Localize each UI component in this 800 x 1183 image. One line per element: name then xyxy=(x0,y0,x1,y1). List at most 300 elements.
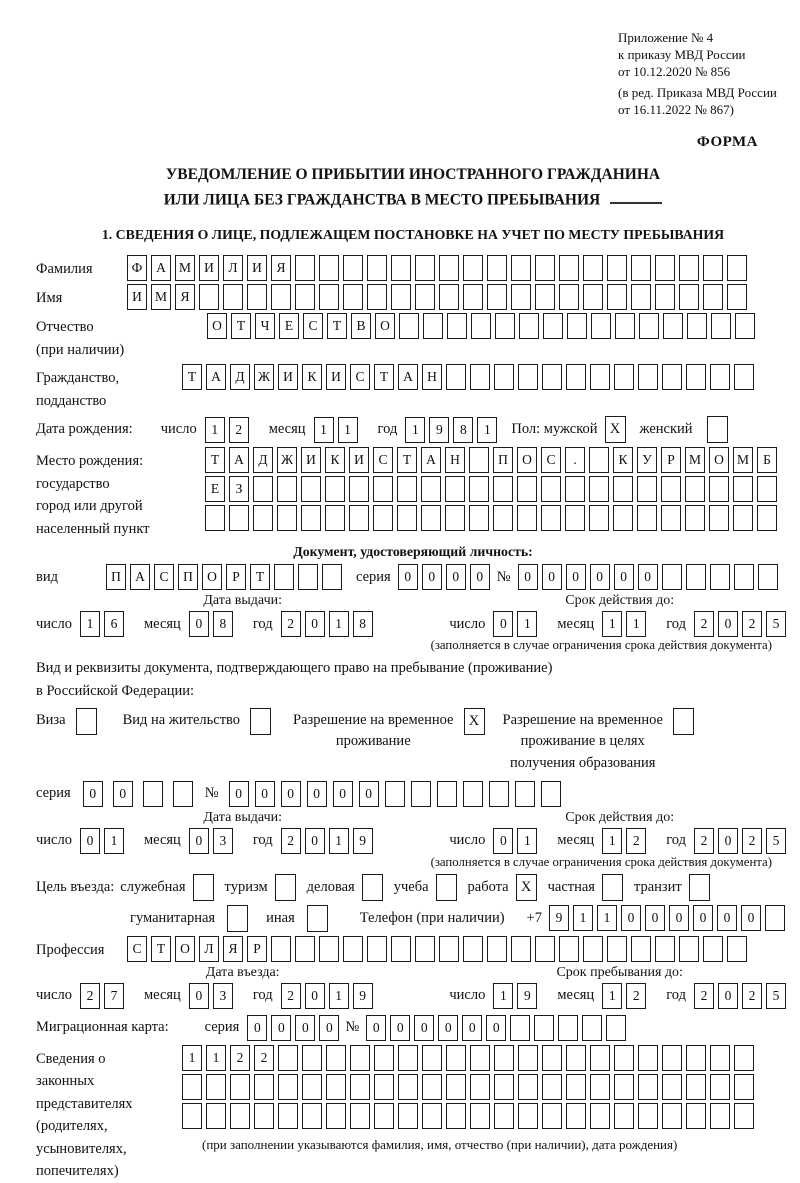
char-box[interactable] xyxy=(511,284,531,310)
char-box[interactable] xyxy=(662,1074,682,1100)
char-box[interactable]: Е xyxy=(279,313,299,339)
char-box[interactable]: 1 xyxy=(602,828,622,854)
purpose-gumanitarnaya-checkbox[interactable] xyxy=(227,905,248,932)
char-box[interactable] xyxy=(295,936,315,962)
char-box[interactable]: 2 xyxy=(281,983,301,1009)
char-box[interactable] xyxy=(606,1015,626,1041)
char-box[interactable]: К xyxy=(325,447,345,473)
char-box[interactable] xyxy=(326,1074,346,1100)
char-box[interactable]: 3 xyxy=(213,983,233,1009)
char-box[interactable] xyxy=(679,936,699,962)
char-box[interactable] xyxy=(422,1103,442,1129)
char-box[interactable]: 2 xyxy=(626,983,646,1009)
char-box[interactable]: Р xyxy=(247,936,267,962)
char-box[interactable]: С xyxy=(127,936,147,962)
char-box[interactable] xyxy=(469,505,489,531)
char-box[interactable] xyxy=(638,1074,658,1100)
char-box[interactable]: 7 xyxy=(104,983,124,1009)
char-box[interactable]: 0 xyxy=(669,905,689,931)
char-box[interactable] xyxy=(591,313,611,339)
char-box[interactable] xyxy=(518,1103,538,1129)
char-box[interactable]: 0 xyxy=(414,1015,434,1041)
char-box[interactable]: А xyxy=(421,447,441,473)
char-box[interactable]: Т xyxy=(374,364,394,390)
char-box[interactable] xyxy=(349,476,369,502)
char-box[interactable]: П xyxy=(106,564,126,590)
char-box[interactable] xyxy=(686,1074,706,1100)
char-box[interactable]: У xyxy=(637,447,657,473)
char-box[interactable] xyxy=(470,364,490,390)
char-box[interactable] xyxy=(469,476,489,502)
char-box[interactable]: И xyxy=(199,255,219,281)
char-box[interactable] xyxy=(301,476,321,502)
char-box[interactable] xyxy=(662,564,682,590)
char-box[interactable] xyxy=(253,476,273,502)
char-box[interactable]: 0 xyxy=(229,781,249,807)
char-box[interactable] xyxy=(515,781,535,807)
char-box[interactable] xyxy=(558,1015,578,1041)
char-box[interactable]: Е xyxy=(205,476,225,502)
char-box[interactable] xyxy=(710,1045,730,1071)
char-box[interactable]: 0 xyxy=(638,564,658,590)
char-box[interactable]: И xyxy=(278,364,298,390)
char-box[interactable]: О xyxy=(207,313,227,339)
char-box[interactable] xyxy=(631,936,651,962)
sex-male-checkbox[interactable]: X xyxy=(605,416,626,443)
char-box[interactable]: 2 xyxy=(230,1045,250,1071)
char-box[interactable] xyxy=(655,936,675,962)
char-box[interactable] xyxy=(566,1103,586,1129)
char-box[interactable] xyxy=(298,564,318,590)
char-box[interactable] xyxy=(518,1074,538,1100)
purpose-delovaya-checkbox[interactable] xyxy=(362,874,383,901)
residence-permit-checkbox[interactable] xyxy=(250,708,271,735)
char-box[interactable] xyxy=(302,1045,322,1071)
char-box[interactable] xyxy=(494,1074,514,1100)
char-box[interactable] xyxy=(326,1045,346,1071)
char-box[interactable]: 0 xyxy=(83,781,103,807)
char-box[interactable]: И xyxy=(301,447,321,473)
char-box[interactable] xyxy=(758,564,778,590)
char-box[interactable] xyxy=(589,505,609,531)
char-box[interactable] xyxy=(254,1074,274,1100)
char-box[interactable] xyxy=(487,284,507,310)
char-box[interactable] xyxy=(397,476,417,502)
char-box[interactable] xyxy=(367,255,387,281)
char-box[interactable]: Д xyxy=(230,364,250,390)
purpose-ucheba-checkbox[interactable] xyxy=(436,874,457,901)
char-box[interactable] xyxy=(590,1074,610,1100)
char-box[interactable] xyxy=(518,364,538,390)
visa-checkbox[interactable] xyxy=(76,708,97,735)
char-box[interactable]: 0 xyxy=(693,905,713,931)
char-box[interactable] xyxy=(535,936,555,962)
char-box[interactable] xyxy=(710,1074,730,1100)
char-box[interactable] xyxy=(614,1103,634,1129)
char-box[interactable] xyxy=(566,1045,586,1071)
char-box[interactable] xyxy=(463,255,483,281)
char-box[interactable]: 2 xyxy=(742,611,762,637)
char-box[interactable]: 1 xyxy=(405,417,425,443)
char-box[interactable]: И xyxy=(326,364,346,390)
char-box[interactable] xyxy=(205,505,225,531)
char-box[interactable]: 0 xyxy=(446,564,466,590)
char-box[interactable] xyxy=(511,936,531,962)
char-box[interactable]: 0 xyxy=(717,905,737,931)
char-box[interactable] xyxy=(542,1074,562,1100)
char-box[interactable] xyxy=(423,313,443,339)
char-box[interactable] xyxy=(638,364,658,390)
char-box[interactable] xyxy=(662,1045,682,1071)
char-box[interactable]: Т xyxy=(327,313,347,339)
char-box[interactable] xyxy=(662,1103,682,1129)
char-box[interactable] xyxy=(541,781,561,807)
char-box[interactable]: 0 xyxy=(398,564,418,590)
char-box[interactable] xyxy=(614,1045,634,1071)
char-box[interactable] xyxy=(391,936,411,962)
char-box[interactable] xyxy=(734,1074,754,1100)
char-box[interactable]: . xyxy=(565,447,585,473)
char-box[interactable]: 0 xyxy=(113,781,133,807)
char-box[interactable] xyxy=(447,313,467,339)
char-box[interactable] xyxy=(350,1074,370,1100)
char-box[interactable] xyxy=(422,1045,442,1071)
char-box[interactable] xyxy=(638,1045,658,1071)
char-box[interactable] xyxy=(686,1045,706,1071)
char-box[interactable] xyxy=(230,1074,250,1100)
char-box[interactable]: 2 xyxy=(281,828,301,854)
char-box[interactable] xyxy=(661,505,681,531)
char-box[interactable]: Д xyxy=(253,447,273,473)
char-box[interactable]: П xyxy=(178,564,198,590)
char-box[interactable] xyxy=(439,284,459,310)
char-box[interactable]: 1 xyxy=(493,983,513,1009)
char-box[interactable] xyxy=(519,313,539,339)
char-box[interactable] xyxy=(173,781,193,807)
char-box[interactable]: 0 xyxy=(422,564,442,590)
char-box[interactable] xyxy=(710,364,730,390)
char-box[interactable] xyxy=(494,364,514,390)
char-box[interactable] xyxy=(373,505,393,531)
char-box[interactable]: Ч xyxy=(255,313,275,339)
char-box[interactable]: 6 xyxy=(104,611,124,637)
char-box[interactable] xyxy=(411,781,431,807)
char-box[interactable]: 2 xyxy=(742,983,762,1009)
purpose-inaya-checkbox[interactable] xyxy=(307,905,328,932)
char-box[interactable] xyxy=(566,364,586,390)
char-box[interactable] xyxy=(583,284,603,310)
char-box[interactable]: Л xyxy=(199,936,219,962)
char-box[interactable]: 0 xyxy=(305,611,325,637)
char-box[interactable]: 0 xyxy=(518,564,538,590)
char-box[interactable] xyxy=(686,1103,706,1129)
char-box[interactable] xyxy=(565,476,585,502)
char-box[interactable] xyxy=(734,564,754,590)
char-box[interactable] xyxy=(709,476,729,502)
char-box[interactable] xyxy=(590,1045,610,1071)
char-box[interactable] xyxy=(493,505,513,531)
char-box[interactable] xyxy=(566,1074,586,1100)
purpose-sluzhebnaya-checkbox[interactable] xyxy=(193,874,214,901)
char-box[interactable]: 0 xyxy=(542,564,562,590)
char-box[interactable]: 1 xyxy=(517,828,537,854)
char-box[interactable]: 0 xyxy=(470,564,490,590)
char-box[interactable] xyxy=(247,284,267,310)
char-box[interactable] xyxy=(350,1103,370,1129)
char-box[interactable] xyxy=(613,505,633,531)
char-box[interactable]: М xyxy=(151,284,171,310)
char-box[interactable] xyxy=(415,255,435,281)
char-box[interactable] xyxy=(631,284,651,310)
char-box[interactable] xyxy=(278,1074,298,1100)
char-box[interactable] xyxy=(710,564,730,590)
char-box[interactable]: 0 xyxy=(718,983,738,1009)
char-box[interactable]: М xyxy=(733,447,753,473)
char-box[interactable]: В xyxy=(351,313,371,339)
char-box[interactable] xyxy=(709,505,729,531)
char-box[interactable]: А xyxy=(398,364,418,390)
char-box[interactable] xyxy=(302,1074,322,1100)
char-box[interactable] xyxy=(206,1103,226,1129)
char-box[interactable]: 0 xyxy=(390,1015,410,1041)
char-box[interactable]: 0 xyxy=(305,828,325,854)
char-box[interactable]: 2 xyxy=(626,828,646,854)
char-box[interactable] xyxy=(397,505,417,531)
char-box[interactable]: 0 xyxy=(189,983,209,1009)
char-box[interactable] xyxy=(367,284,387,310)
char-box[interactable]: Н xyxy=(445,447,465,473)
char-box[interactable] xyxy=(374,1045,394,1071)
char-box[interactable] xyxy=(686,564,706,590)
char-box[interactable] xyxy=(703,936,723,962)
char-box[interactable]: Р xyxy=(226,564,246,590)
char-box[interactable]: 1 xyxy=(329,611,349,637)
char-box[interactable] xyxy=(686,364,706,390)
char-box[interactable]: 1 xyxy=(329,828,349,854)
char-box[interactable]: А xyxy=(151,255,171,281)
char-box[interactable]: 1 xyxy=(205,417,225,443)
char-box[interactable] xyxy=(734,1103,754,1129)
char-box[interactable] xyxy=(445,505,465,531)
char-box[interactable]: А xyxy=(229,447,249,473)
char-box[interactable]: Р xyxy=(661,447,681,473)
purpose-tranzit-checkbox[interactable] xyxy=(689,874,710,901)
temp-residence-checkbox[interactable]: X xyxy=(464,708,485,735)
char-box[interactable]: 5 xyxy=(766,983,786,1009)
char-box[interactable]: С xyxy=(541,447,561,473)
char-box[interactable] xyxy=(727,255,747,281)
char-box[interactable]: О xyxy=(202,564,222,590)
char-box[interactable]: 2 xyxy=(694,983,714,1009)
char-box[interactable]: Я xyxy=(271,255,291,281)
char-box[interactable] xyxy=(277,476,297,502)
char-box[interactable] xyxy=(679,255,699,281)
char-box[interactable]: Ж xyxy=(277,447,297,473)
char-box[interactable]: 9 xyxy=(429,417,449,443)
char-box[interactable] xyxy=(710,1103,730,1129)
char-box[interactable] xyxy=(631,255,651,281)
char-box[interactable]: 2 xyxy=(80,983,100,1009)
char-box[interactable]: О xyxy=(709,447,729,473)
char-box[interactable] xyxy=(349,505,369,531)
char-box[interactable] xyxy=(703,284,723,310)
char-box[interactable]: Б xyxy=(757,447,777,473)
char-box[interactable] xyxy=(559,255,579,281)
char-box[interactable]: 0 xyxy=(189,611,209,637)
char-box[interactable]: К xyxy=(613,447,633,473)
char-box[interactable]: О xyxy=(175,936,195,962)
char-box[interactable]: И xyxy=(247,255,267,281)
char-box[interactable] xyxy=(535,284,555,310)
char-box[interactable] xyxy=(679,284,699,310)
temp-residence-education-checkbox[interactable] xyxy=(673,708,694,735)
char-box[interactable]: 8 xyxy=(213,611,233,637)
char-box[interactable] xyxy=(385,781,405,807)
char-box[interactable]: Ж xyxy=(254,364,274,390)
char-box[interactable] xyxy=(637,505,657,531)
char-box[interactable] xyxy=(470,1074,490,1100)
char-box[interactable]: 0 xyxy=(645,905,665,931)
char-box[interactable]: И xyxy=(127,284,147,310)
char-box[interactable]: Т xyxy=(397,447,417,473)
char-box[interactable]: 3 xyxy=(213,828,233,854)
char-box[interactable]: 0 xyxy=(741,905,761,931)
char-box[interactable] xyxy=(518,1045,538,1071)
char-box[interactable] xyxy=(734,364,754,390)
char-box[interactable] xyxy=(421,505,441,531)
char-box[interactable] xyxy=(374,1103,394,1129)
char-box[interactable] xyxy=(223,284,243,310)
char-box[interactable] xyxy=(343,284,363,310)
char-box[interactable] xyxy=(489,781,509,807)
char-box[interactable] xyxy=(517,505,537,531)
char-box[interactable]: 0 xyxy=(366,1015,386,1041)
char-box[interactable] xyxy=(415,284,435,310)
char-box[interactable] xyxy=(326,1103,346,1129)
char-box[interactable] xyxy=(319,284,339,310)
char-box[interactable] xyxy=(735,313,755,339)
char-box[interactable]: 9 xyxy=(549,905,569,931)
char-box[interactable]: С xyxy=(350,364,370,390)
char-box[interactable] xyxy=(445,476,465,502)
char-box[interactable] xyxy=(439,936,459,962)
char-box[interactable]: 9 xyxy=(353,828,373,854)
char-box[interactable] xyxy=(733,505,753,531)
char-box[interactable] xyxy=(374,1074,394,1100)
char-box[interactable]: 1 xyxy=(314,417,334,443)
char-box[interactable] xyxy=(589,476,609,502)
char-box[interactable]: 1 xyxy=(338,417,358,443)
char-box[interactable] xyxy=(494,1103,514,1129)
char-box[interactable]: 0 xyxy=(281,781,301,807)
char-box[interactable] xyxy=(582,1015,602,1041)
char-box[interactable] xyxy=(325,476,345,502)
char-box[interactable] xyxy=(319,255,339,281)
char-box[interactable] xyxy=(350,1045,370,1071)
char-box[interactable] xyxy=(230,1103,250,1129)
char-box[interactable] xyxy=(373,476,393,502)
char-box[interactable] xyxy=(463,284,483,310)
char-box[interactable] xyxy=(415,936,435,962)
char-box[interactable]: 0 xyxy=(718,828,738,854)
char-box[interactable]: 0 xyxy=(319,1015,339,1041)
char-box[interactable] xyxy=(277,505,297,531)
char-box[interactable] xyxy=(391,255,411,281)
char-box[interactable] xyxy=(271,936,291,962)
char-box[interactable]: 0 xyxy=(590,564,610,590)
char-box[interactable] xyxy=(143,781,163,807)
char-box[interactable] xyxy=(325,505,345,531)
char-box[interactable]: 0 xyxy=(305,983,325,1009)
char-box[interactable]: 0 xyxy=(189,828,209,854)
char-box[interactable]: 0 xyxy=(486,1015,506,1041)
char-box[interactable]: 8 xyxy=(353,611,373,637)
char-box[interactable]: 2 xyxy=(281,611,301,637)
char-box[interactable] xyxy=(437,781,457,807)
char-box[interactable] xyxy=(590,1103,610,1129)
char-box[interactable] xyxy=(199,284,219,310)
char-box[interactable]: 2 xyxy=(254,1045,274,1071)
char-box[interactable]: Л xyxy=(223,255,243,281)
char-box[interactable]: Т xyxy=(250,564,270,590)
char-box[interactable] xyxy=(446,1045,466,1071)
char-box[interactable]: Т xyxy=(182,364,202,390)
char-box[interactable] xyxy=(711,313,731,339)
char-box[interactable]: 9 xyxy=(517,983,537,1009)
char-box[interactable]: 1 xyxy=(80,611,100,637)
char-box[interactable]: 5 xyxy=(766,611,786,637)
char-box[interactable] xyxy=(685,505,705,531)
char-box[interactable] xyxy=(583,255,603,281)
char-box[interactable] xyxy=(343,255,363,281)
char-box[interactable] xyxy=(398,1074,418,1100)
purpose-turizm-checkbox[interactable] xyxy=(275,874,296,901)
char-box[interactable]: Т xyxy=(231,313,251,339)
char-box[interactable]: 0 xyxy=(614,564,634,590)
char-box[interactable]: 1 xyxy=(104,828,124,854)
char-box[interactable] xyxy=(367,936,387,962)
char-box[interactable] xyxy=(703,255,723,281)
char-box[interactable]: 0 xyxy=(493,828,513,854)
char-box[interactable] xyxy=(663,313,683,339)
char-box[interactable] xyxy=(494,1045,514,1071)
char-box[interactable] xyxy=(542,1045,562,1071)
char-box[interactable] xyxy=(757,476,777,502)
char-box[interactable] xyxy=(487,255,507,281)
char-box[interactable] xyxy=(295,255,315,281)
char-box[interactable] xyxy=(559,936,579,962)
char-box[interactable] xyxy=(278,1103,298,1129)
char-box[interactable] xyxy=(446,1103,466,1129)
char-box[interactable] xyxy=(727,936,747,962)
char-box[interactable]: Т xyxy=(205,447,225,473)
char-box[interactable] xyxy=(607,936,627,962)
char-box[interactable] xyxy=(542,364,562,390)
char-box[interactable] xyxy=(421,476,441,502)
char-box[interactable] xyxy=(727,284,747,310)
char-box[interactable] xyxy=(493,476,513,502)
char-box[interactable] xyxy=(589,447,609,473)
char-box[interactable] xyxy=(583,936,603,962)
char-box[interactable] xyxy=(765,905,785,931)
char-box[interactable] xyxy=(398,1103,418,1129)
char-box[interactable] xyxy=(607,284,627,310)
char-box[interactable] xyxy=(614,364,634,390)
char-box[interactable] xyxy=(541,476,561,502)
char-box[interactable]: 1 xyxy=(206,1045,226,1071)
char-box[interactable] xyxy=(685,476,705,502)
char-box[interactable]: 0 xyxy=(271,1015,291,1041)
